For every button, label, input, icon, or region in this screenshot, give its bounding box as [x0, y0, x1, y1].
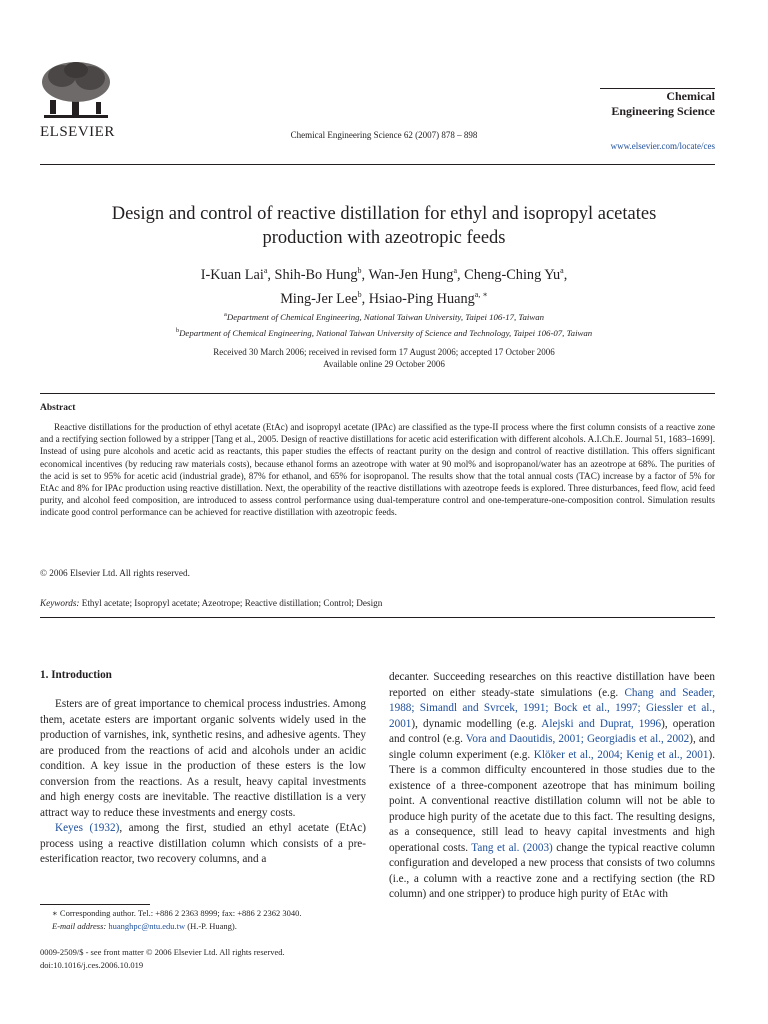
author-affil-mark: b — [357, 290, 362, 299]
elsevier-tree-logo — [36, 60, 116, 122]
journal-name-line1: Chemical — [666, 89, 715, 103]
journal-url-link[interactable]: www.elsevier.com/locate/ces — [610, 141, 715, 151]
citation-link[interactable]: Chang and Seader, 1988; Simandl and Svrcek, 1991; Bock et al., 1997; Giessler et al., 2001 — [389, 686, 715, 730]
paragraph-text: change the typical reactive column configuration and developed a new process that consists of two columns (i.e., a column with a reactive zone and a rectifying section (the RD column) and one stripper) to produce high purity of EtAc with — [389, 841, 715, 900]
affiliations — [40, 308, 728, 340]
email-link[interactable]: huanghpc@ntu.edu.tw — [108, 921, 186, 931]
author-affil-mark: a — [560, 266, 564, 275]
paragraph: Esters are of great importance to chemical process industries. Among them, acetate esters are important organic solvents widely used in the production of varnishes, ink, synthetic resins, and adhesive agents. They are produced from the reactions of acid and alcohols under an acidic condition. A key issue in the production of these esters is the low conversion from the reactions. As a result, heavy capital investments and high energy costs are inevitable. The reactive distillation is a very attract way to reduce these investments and energy costs. — [40, 698, 366, 819]
affiliation-mark: a — [223, 311, 227, 318]
author-affil-mark: a — [453, 266, 458, 275]
author-name: Ming-Jer Lee — [280, 291, 358, 307]
publisher-name: ELSEVIER — [40, 124, 115, 140]
section-heading: 1. Introduction — [40, 669, 112, 681]
author-name: I-Kuan Lai — [200, 267, 264, 283]
title-line2: production with azeotropic feeds — [262, 228, 506, 248]
received-dates: Received 30 March 2006; received in revised form 17 August 2006; accepted 17 October 2006 — [213, 347, 555, 357]
journal-name-line2: Engineering Science — [611, 104, 715, 118]
paragraph — [40, 821, 366, 868]
journal-title-box — [597, 88, 715, 119]
paragraph-text: ), dynamic modelling (e.g. — [411, 717, 542, 730]
article-dates — [40, 347, 728, 370]
journal-name — [597, 89, 715, 119]
affiliation — [40, 324, 728, 340]
affiliation — [40, 308, 728, 324]
issn-line: 0009-2509/$ - see front matter © 2006 Elsevier Ltd. All rights reserved. — [40, 947, 285, 957]
citation-link[interactable]: Keyes (1932) — [55, 822, 120, 834]
paragraph-text: ), and single column experiment (e.g. — [389, 733, 715, 761]
body-right-column — [389, 670, 715, 903]
citation-link[interactable]: Klöker et al., 2004; Kenig et al., 2001 — [533, 748, 709, 761]
journal-reference: Chemical Engineering Science 62 (2007) 878 – 898 — [290, 130, 478, 140]
author-affil-mark: a — [263, 266, 268, 275]
abstract-top-divider — [40, 393, 715, 394]
email-label: E-mail address: — [52, 921, 107, 931]
corresponding-author-footnote — [40, 907, 370, 933]
email-suffix: (H.-P. Huang). — [185, 921, 237, 931]
author-line2: Ming-Jer Lee$^b$, Hsiao-Ping Huang$^{a, ∗}$ — [280, 290, 488, 307]
keywords — [40, 598, 382, 608]
body-left-column — [40, 697, 366, 868]
keywords-label: Keywords: — [40, 598, 80, 608]
author-name: Shih-Bo Hung — [274, 267, 358, 283]
author-name: Cheng-Ching Yu — [464, 267, 561, 283]
paragraph-text: ). There is a common difficulty encountered in those studies due to the existence of a three-component azeotrope that has minimum boiling point. A conventional reactive distillation column will not be able to produce high purity of the acetate due to this fact. The resulting designs, as a consequence, still lead to heavy capital investments and high operational costs. — [389, 748, 715, 854]
affiliation-mark: b — [175, 327, 180, 334]
citation-link[interactable]: Alejski and Duprat, 1996 — [541, 717, 662, 730]
citation-link[interactable]: Tang et al. (2003) — [471, 841, 553, 854]
abstract-copyright: © 2006 Elsevier Ltd. All rights reserved. — [40, 568, 190, 578]
affiliation-text: Department of Chemical Engineering, National Taiwan University of Science and Technology, Taipei 106-07, Taiwan — [179, 328, 593, 338]
abstract-heading: Abstract — [40, 403, 76, 413]
footnote-divider — [40, 904, 150, 905]
keywords-list: Ethyl acetate; Isopropyl acetate; Azeotrope; Reactive distillation; Control; Design — [81, 598, 383, 608]
author-affil-mark: a, ∗ — [474, 290, 488, 299]
author-name: Hsiao-Ping Huang — [368, 291, 475, 307]
author-affil-mark: b — [357, 266, 362, 275]
header-divider — [40, 164, 715, 165]
author-line1: I-Kuan Lai$^a$, Shih-Bo Hung$^b$, Wan-Jen Hung$^a$, Cheng-Ching Yu$^a$, — [200, 266, 568, 283]
footnote-email — [40, 920, 370, 933]
article-title — [40, 202, 728, 250]
paragraph-text: decanter. Succeeding researches on this reactive distillation have been reported on either steady-state simulations (e.g. — [389, 671, 715, 699]
paragraph-text: ), operation and control (e.g. — [389, 717, 715, 745]
front-matter-notes — [40, 946, 285, 971]
available-online-date: Available online 29 October 2006 — [323, 358, 445, 369]
abstract-bottom-divider — [40, 617, 715, 618]
doi-line: doi:10.1016/j.ces.2006.10.019 — [40, 959, 144, 970]
citation-link[interactable]: Vora and Daoutidis, 2001; Georgiadis et al., 2002 — [465, 733, 690, 745]
abstract-text: Reactive distillations for the production of ethyl acetate (EtAc) and isopropyl acetate (IPAc) are classified as the type-II process where the first column consists of a reactive zone and a rectifying section followed by a stripper [Tang et al., 2005. Design of reactive distillations for acetic acid esterification with different alcohols. A.I.Ch.E. Journal 51, 1683–1699]. Instead of using pure alcohols and acetic acid as reactants, this paper studies the effects of reactant purity on the design and control of reactive distillation. This offers significant economical incentives (by reducing raw materials costs), because ethanol forms an azeotrope with water at 90 mol% and isopropanol/water has an azeotrope at 68%. The purities of the acid is set to 95% for acetic acid (industrial grade), 87% for ethanol, and 65% for isopropanol. The results show that the total annual costs (TAC) increase by a factor of 5% for EtAc and 8% for IPAc production using reactive distillation. Next, the operability of the reactive distillations with azeotrope feeds is explored. Three disturbances, feed flow, acid feed purity, and alcohol feed composition, are introduced to assess control performance using dual-temperature control and one-temperature-one-composition control. Simulation results indicate good control performance can be achieved for reactive distillation with azeotropic feeds. — [40, 422, 715, 518]
author-list — [40, 261, 728, 309]
footnote-contact: ∗ Corresponding author. Tel.: +886 2 2363 8999; fax: +886 2 2362 3040. — [52, 908, 302, 918]
title-line1: Design and control of reactive distillation for ethyl and isopropyl acetates — [111, 204, 657, 224]
affiliation-text: Department of Chemical Engineering, National Taiwan University, Taipei 106-17, Taiwan — [226, 312, 545, 322]
author-name: Wan-Jen Hung — [368, 267, 454, 283]
paragraph-text: , among the first, studied an ethyl acetate (EtAc) process using a reactive distillation column which consists of a pre-esterification reactor, two recovery columns, and a — [40, 822, 366, 865]
